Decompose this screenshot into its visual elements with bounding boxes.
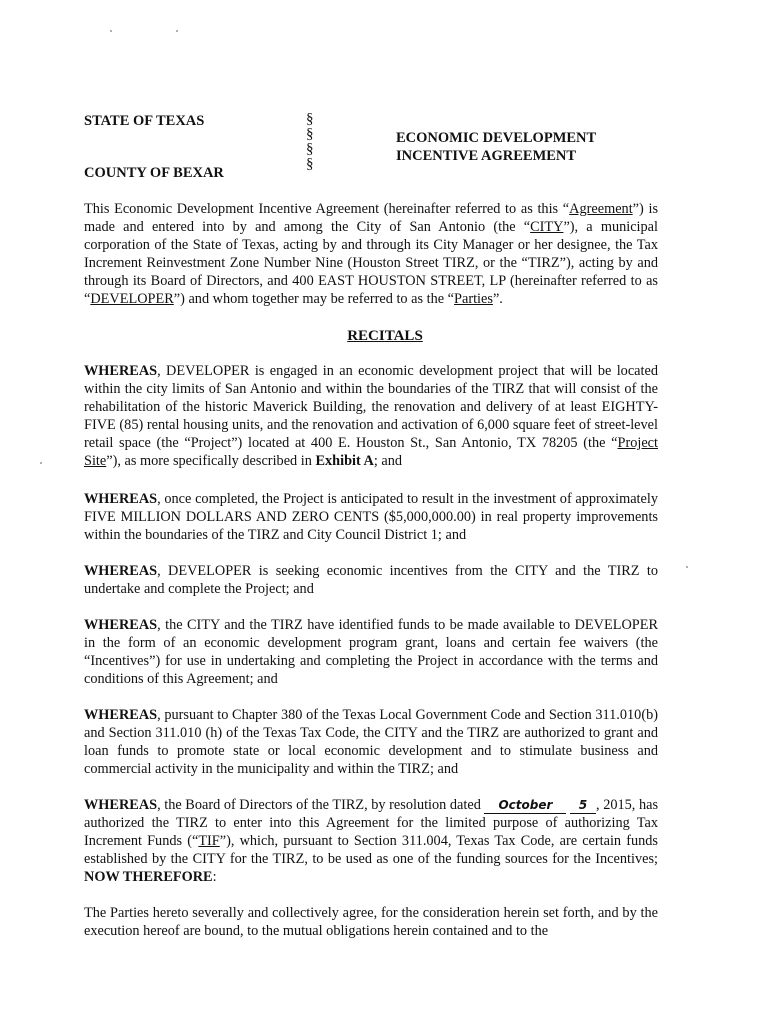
recital-text: : (212, 869, 217, 885)
scan-speck (176, 30, 178, 32)
section-mark: § (306, 111, 314, 127)
defined-term-developer: DEVELOPER (90, 291, 174, 307)
recital-text: , once completed, the Project is anticipated to result in the investment of approximately FIVE MILLION DOLLARS AND ZERO CENTS ($5,000,000.00) in real property improvements within the boundaries of the TIRZ and City Council District 1; and (84, 491, 658, 543)
handwritten-month: October (484, 798, 566, 814)
intro-paragraph (84, 200, 658, 308)
whereas-label: WHEREAS (84, 797, 158, 813)
recital-text: , the Board of Directors of the TIRZ, by resolution dated (157, 797, 485, 813)
recital-text: , DEVELOPER is seeking economic incentives from the CITY and the TIRZ to undertake and complete the Project; and (84, 563, 658, 597)
section-mark: § (306, 156, 314, 172)
whereas-label: WHEREAS (84, 491, 158, 507)
exhibit-reference: Exhibit A (315, 453, 374, 469)
document-title-line-1: ECONOMIC DEVELOPMENT (396, 130, 597, 146)
intro-text: ”. (492, 291, 503, 307)
recital-text: , 2015, has authorized the TIRZ to enter into this Agreement for the limited purpose of authorizing Tax Increment Funds (“ (84, 797, 659, 849)
closing-paragraph (84, 904, 658, 940)
recital-2 (84, 490, 658, 544)
document-title-line-2: INCENTIVE AGREEMENT (396, 148, 577, 164)
defined-term-parties: Parties (454, 291, 493, 307)
recital-text: , DEVELOPER is engaged in an economic development project that will be located within the city limits of San Antonio and within the boundaries of the TIRZ that will consist of the rehabilitation of the historic Maverick Building, the renovation and delivery of at least EIGHTY-FIVE (85) rental housing units, and the renovation and activation of 6,000 square feet of street-level retail space (the “Project”) located at 400 E. Houston St., San Antonio, TX 78205 (the “ (84, 363, 658, 451)
scan-speck (110, 30, 112, 32)
section-marks (306, 112, 320, 172)
intro-text: ”) and whom together may be referred to as the “ (173, 291, 455, 307)
now-therefore-label: NOW THEREFORE (84, 869, 213, 885)
recital-text: ; and (373, 453, 403, 469)
whereas-label: WHEREAS (84, 617, 158, 633)
scan-speck (686, 566, 688, 568)
recitals-heading: RECITALS (347, 328, 423, 344)
whereas-label: WHEREAS (84, 363, 158, 379)
intro-text: ”) is made and entered into by and among the City of San Antonio (the “ (84, 201, 659, 235)
defined-term-city: CITY (530, 219, 564, 235)
section-mark: § (306, 126, 314, 142)
intro-text: ”), a municipal corporation of the State of Texas, acting by and through its City Manager or her designee, the Tax Increment Reinvestment Zone Number Nine (Houston Street TIRZ, or the “TIRZ”), acting by and through its Board of Directors, and 400 EAST HOUSTON STREET, LP (hereinafter referred to as “ (84, 219, 658, 307)
whereas-label: WHEREAS (84, 707, 158, 723)
defined-term-tif: TIF (198, 833, 220, 849)
closing-text: The Parties hereto severally and collectively agree, for the consideration herein set forth, and by the execution hereof are bound, to the mutual obligations herein contained and to the (84, 905, 658, 939)
recital-4 (84, 616, 658, 688)
handwritten-day: 5 (570, 798, 596, 814)
recital-1 (84, 362, 658, 470)
section-mark: § (306, 141, 314, 157)
scan-speck (40, 462, 42, 464)
defined-term-agreement: Agreement (569, 201, 633, 217)
whereas-label: WHEREAS (84, 563, 158, 579)
recital-text: ”), as more specifically described in (106, 453, 316, 469)
recital-5 (84, 706, 658, 778)
county-label: COUNTY OF BEXAR (84, 165, 224, 181)
state-label: STATE OF TEXAS (84, 113, 205, 129)
recital-text: ”), which, pursuant to Section 311.004, Texas Tax Code, are certain funds established by the CITY for the TIRZ, to be used as one of the funding sources for the Incentives; (84, 833, 658, 867)
recital-3 (84, 562, 658, 598)
intro-text: This Economic Development Incentive Agreement (hereinafter referred to as this “ (84, 201, 570, 217)
recital-6 (84, 796, 658, 886)
recital-text: , pursuant to Chapter 380 of the Texas Local Government Code and Section 311.010(b) and Section 311.010 (h) of the Texas Tax Code, the CITY and the TIRZ are authorized to grant and loan funds to promote state or local economic development and to stimulate business and commercial activity in the municipality and within the TIRZ; and (84, 707, 658, 777)
recital-text: , the CITY and the TIRZ have identified funds to be made available to DEVELOPER in the form of an economic development program grant, loans and certain fee waivers (the “Incentives”) for use in undertaking and completing the Project in accordance with the terms and conditions of this Agreement; and (84, 617, 658, 687)
defined-term-project-site: Project Site (84, 435, 658, 469)
